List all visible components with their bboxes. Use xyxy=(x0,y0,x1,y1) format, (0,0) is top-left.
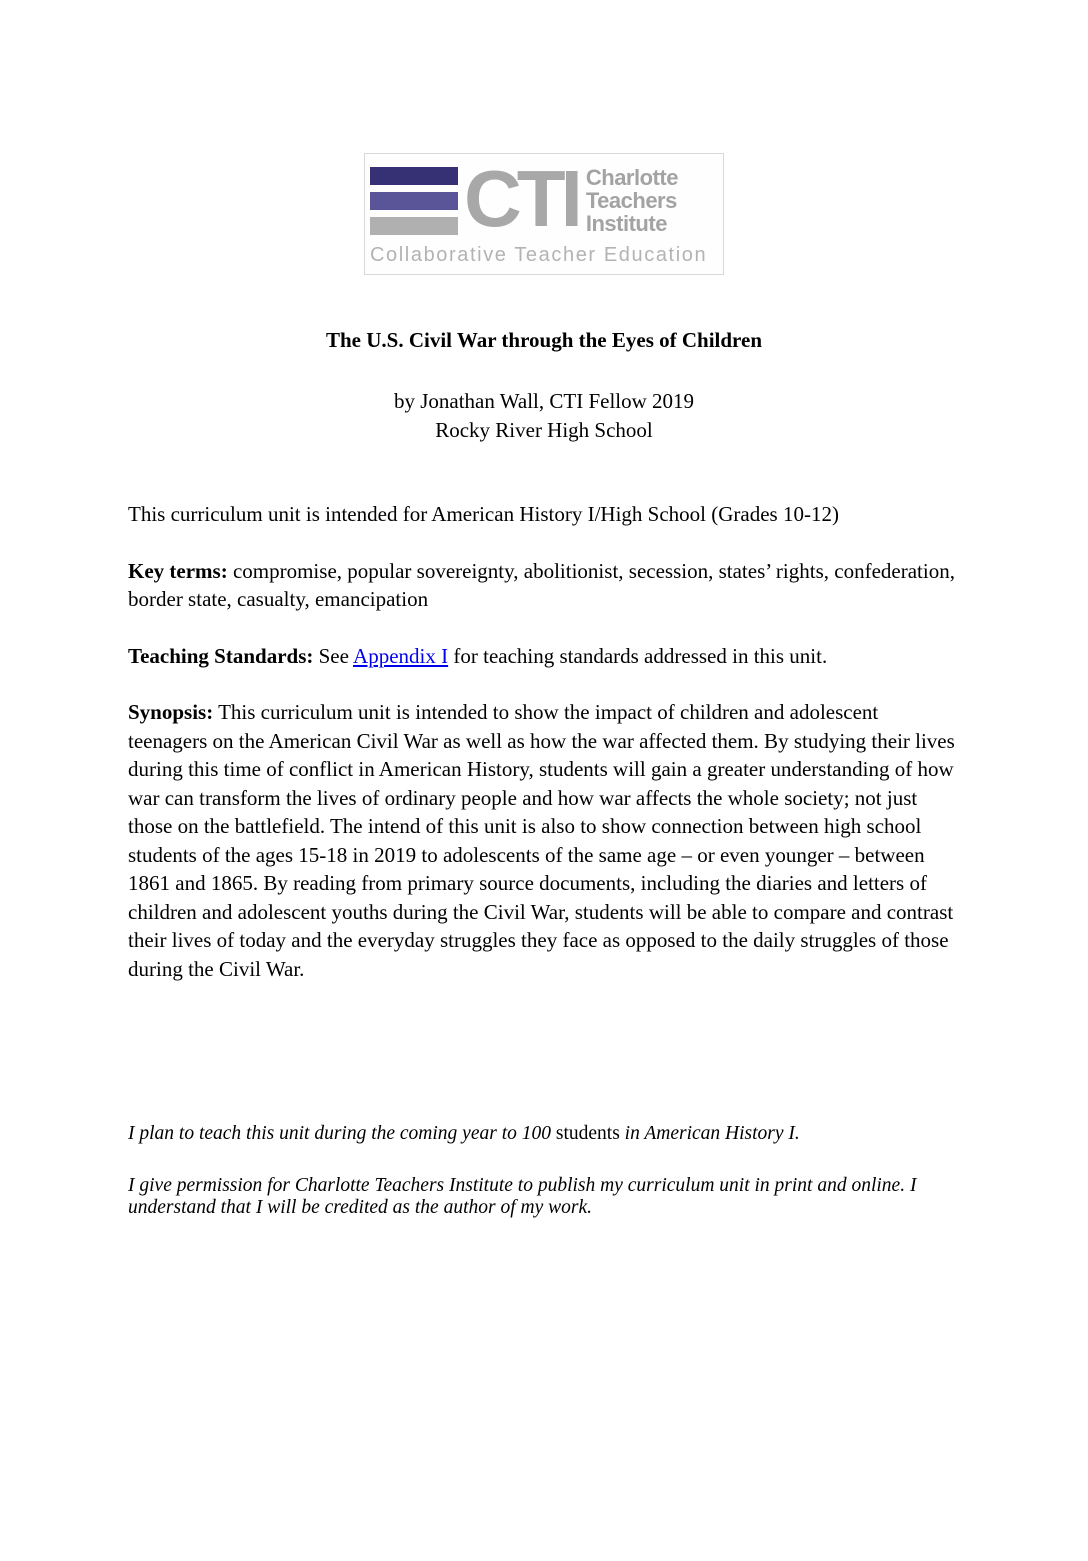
synopsis-paragraph xyxy=(128,698,960,983)
teach-statement-italic-end: in American History I. xyxy=(624,1123,800,1144)
institute-name-line: Institute xyxy=(585,211,667,236)
appendix-link[interactable]: Appendix I xyxy=(353,643,449,668)
intro-paragraph xyxy=(128,500,960,529)
institute-name xyxy=(586,166,678,235)
teaching-standards-pre-link: See xyxy=(313,643,354,668)
teach-statement-italic: I plan to teach this unit during the coming year to 100 xyxy=(128,1123,551,1144)
teaching-standards-label: Teaching Standards: xyxy=(128,643,314,668)
document-content xyxy=(0,328,1088,1219)
logo-bar-middle xyxy=(370,192,458,210)
logo-bars-icon xyxy=(370,167,458,235)
logo-bar-top xyxy=(370,167,458,185)
cti-logo-top-row xyxy=(370,154,717,243)
page-title: The U.S. Civil War through the Eyes of Children xyxy=(325,328,763,352)
synopsis-label: Synopsis: xyxy=(128,700,214,724)
cti-wordmark: CTI xyxy=(464,154,578,243)
cti-logo xyxy=(364,153,724,275)
teach-statement xyxy=(128,1123,960,1145)
teaching-standards-post-link: for teaching standards addressed in this unit. xyxy=(448,643,828,668)
logo-bar-bottom xyxy=(370,217,458,235)
teach-statement-upright: students xyxy=(551,1123,625,1144)
institute-name-line: Charlotte xyxy=(585,165,678,190)
teaching-standards-paragraph xyxy=(128,642,960,671)
intro-text: This curriculum unit is intended for American History I/High School (Grades 10-12) xyxy=(128,502,839,526)
document-page xyxy=(0,153,1088,1219)
key-terms-text: compromise, popular sovereignty, abolitionist, secession, states’ rights, confederation, border state, casualty, emancipation xyxy=(128,558,955,611)
institute-name-line: Teachers xyxy=(585,188,677,213)
synopsis-text: This curriculum unit is intended to show the impact of children and adolescent teenagers on the American Civil War as well as how the war affected them. By studying their lives during this time of conflict in American History, students will gain a greater understanding of how war can transform the lives of ordinary people and how war affects the whole society; not just those on the battlefield. The intend of this unit is also to show connection between high school students of the ages 15-18 in 2019 to adolescents of the same age – or even younger – between 1861 and 1865. By reading from primary source documents, including the diaries and letters of children and adolescent youths during the Civil War, students will be able to compare and contrast their lives of today and the everyday struggles they face as opposed to the daily struggles of those during the Civil War. xyxy=(128,700,955,981)
author-byline: by Jonathan Wall, CTI Fellow 2019 xyxy=(393,389,695,413)
permission-statement: I give permission for Charlotte Teachers Institute to publish my curriculum unit in print and online. I understand that I will be credited as the author of my work. xyxy=(128,1175,917,1218)
key-terms-paragraph xyxy=(128,557,960,614)
author-school: Rocky River High School xyxy=(435,417,653,442)
logo-tagline: Collaborative Teacher Education xyxy=(370,244,708,266)
key-terms-label: Key terms: xyxy=(128,558,228,583)
